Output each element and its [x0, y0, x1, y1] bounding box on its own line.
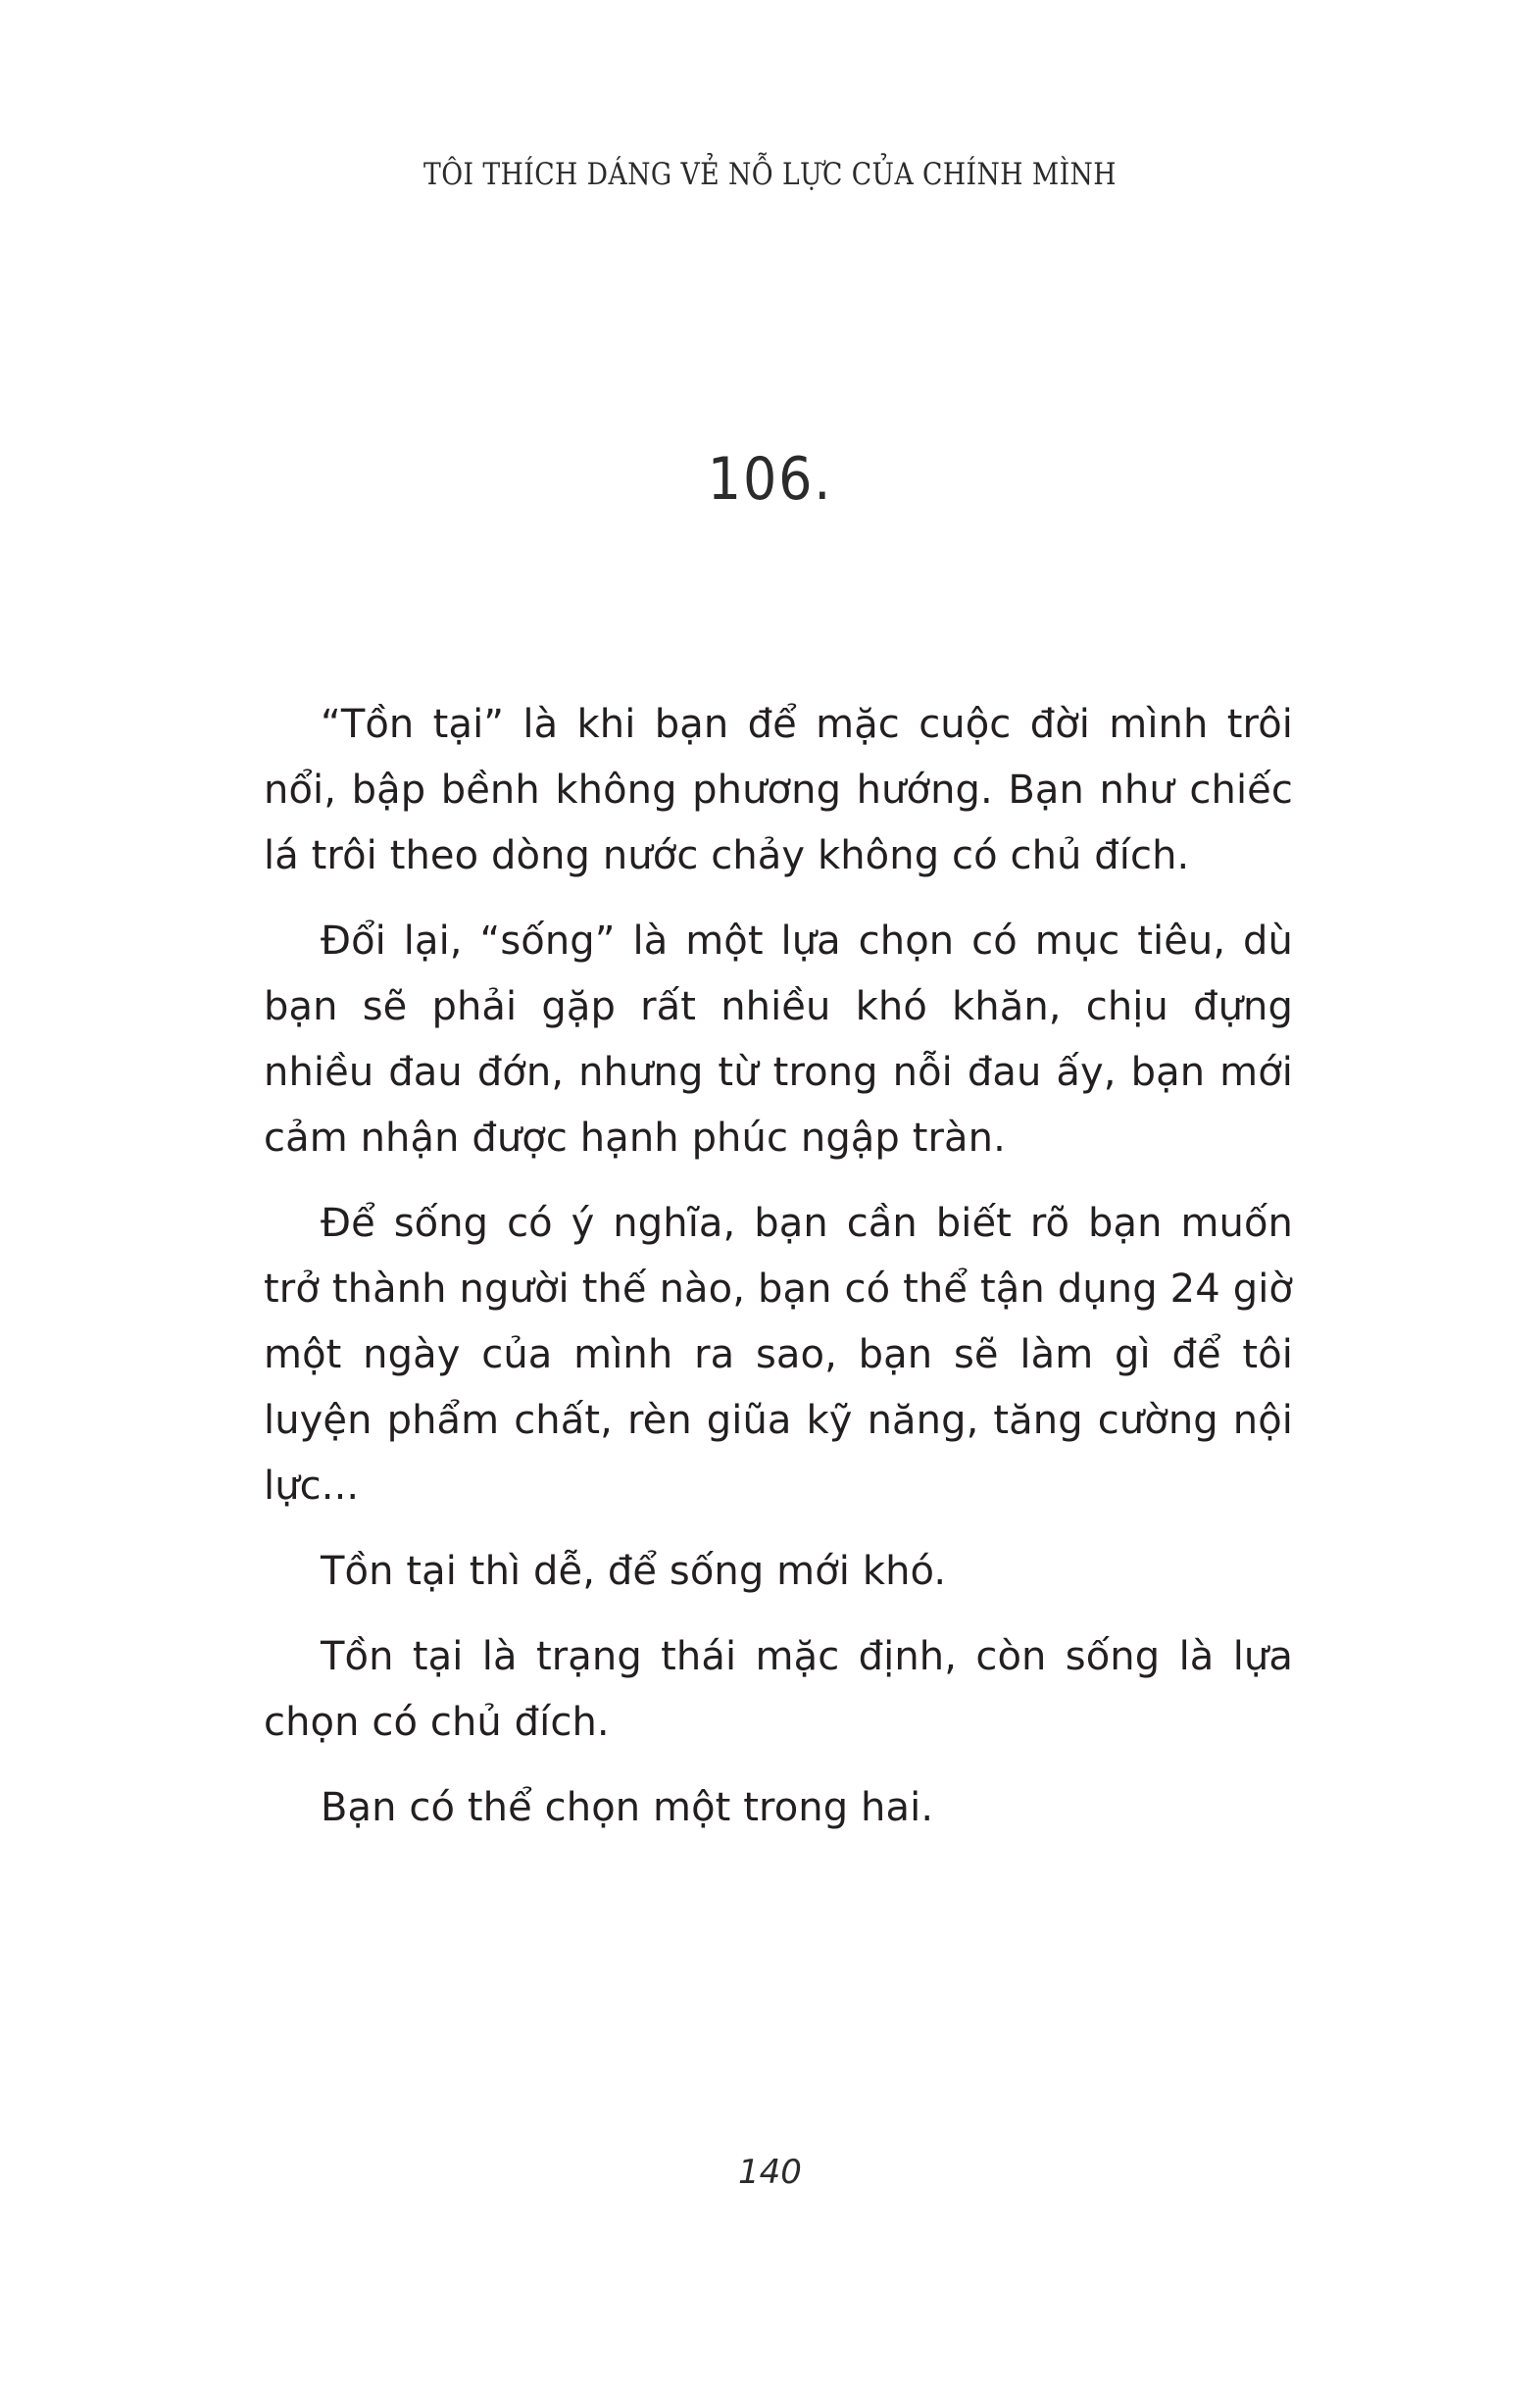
chapter-number: 106.	[707, 445, 833, 514]
paragraph-6: Bạn có thể chọn một trong hai.	[321, 1785, 934, 1830]
paragraph-5: Tồn tại là trạng thái mặc định, còn sống là lựa chọn có chủ đích.	[264, 1634, 1293, 1745]
running-header-title: TÔI THÍCH DÁNG VẺ NỖ LỰC CỦA CHÍNH MÌNH	[423, 157, 1117, 192]
page-number: 140	[738, 2153, 802, 2192]
paragraph-2: Đổi lại, “sống” là một lựa chọn có mục tiêu, dù bạn sẽ phải gặp rất nhiều khó khăn, chịu đựng nhiều đau đớn, nhưng từ trong nỗi đau ấy, bạn mới cảm nhận được hạnh phúc ngập tràn.	[264, 919, 1293, 1161]
paragraph-1: “Tồn tại” là khi bạn để mặc cuộc đời mình trôi nổi, bập bềnh không phương hướng. Bạn như chiếc lá trôi theo dòng nước chảy không có chủ đích.	[264, 702, 1293, 878]
paragraph-3: Để sống có ý nghĩa, bạn cần biết rõ bạn muốn trở thành người thế nào, bạn có thể tận dụng 24 giờ một ngày của mình ra sao, bạn sẽ làm gì để tôi luyện phẩm chất, rèn giũa kỹ năng, tăng cường nội lực...	[264, 1201, 1293, 1509]
body-text	[264, 692, 1293, 1861]
paragraph-4: Tồn tại thì dễ, để sống mới khó.	[321, 1549, 947, 1594]
